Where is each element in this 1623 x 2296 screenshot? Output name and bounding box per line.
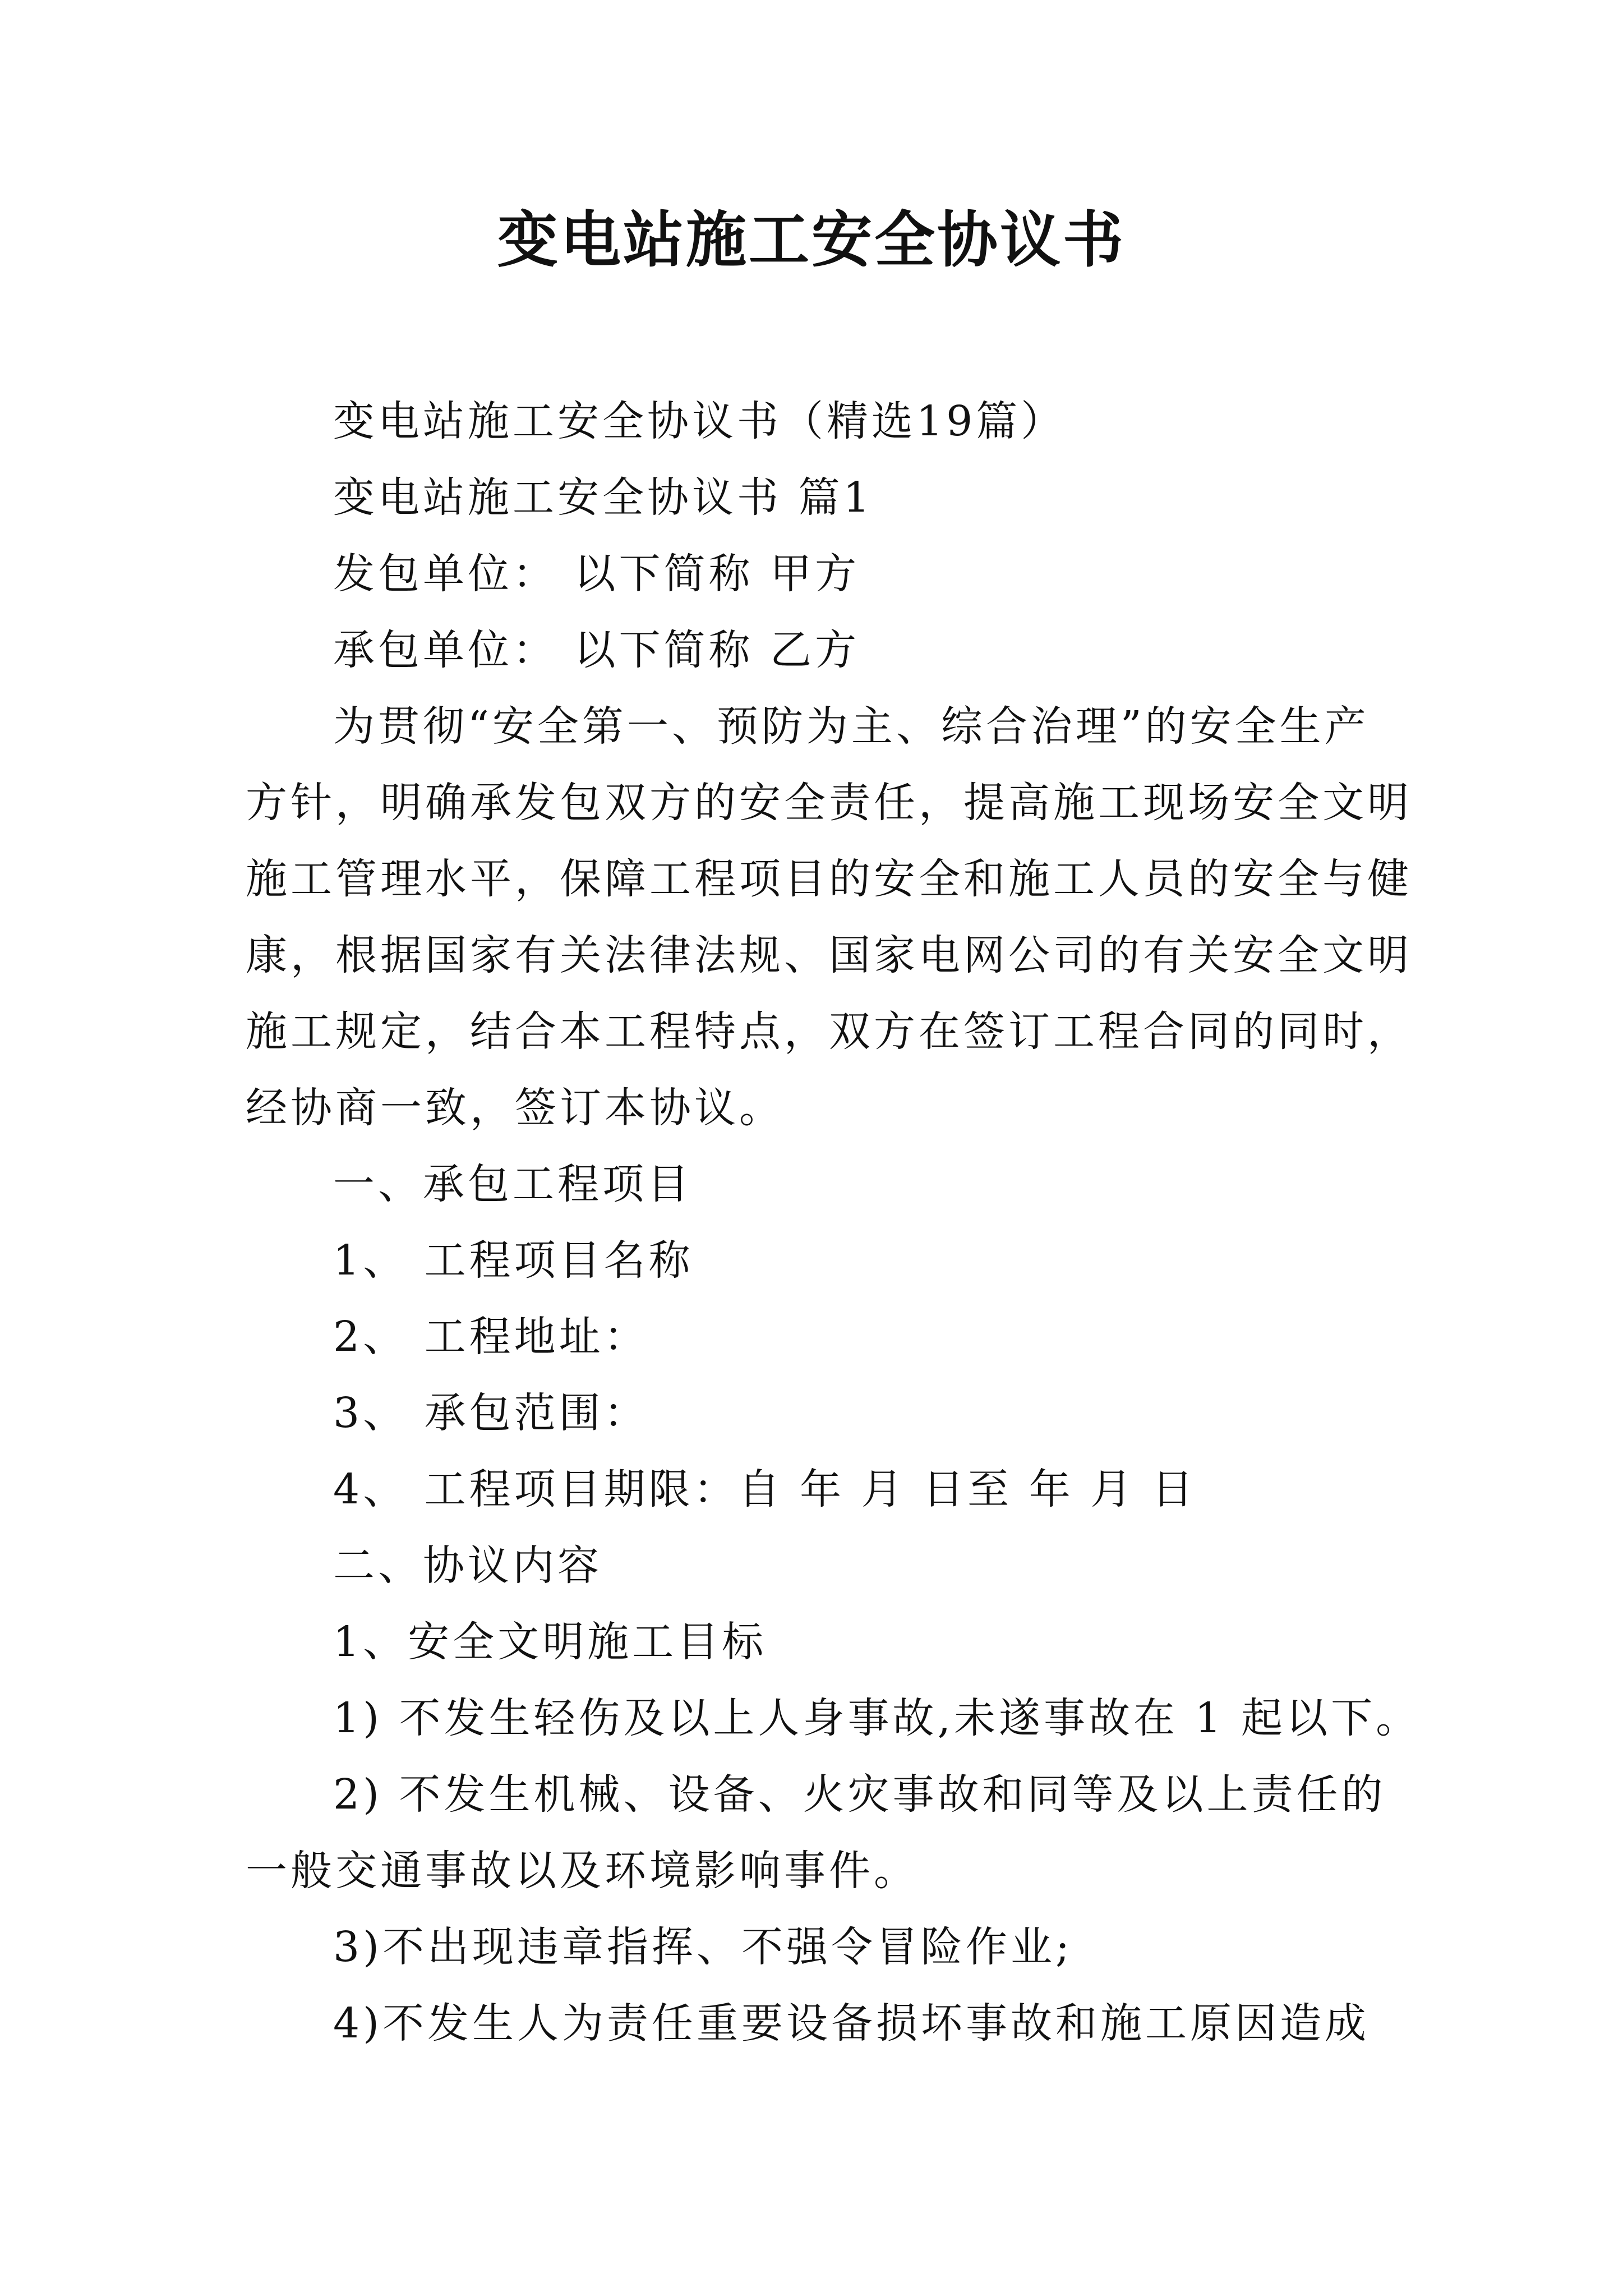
paragraph-line: 方针，明确承发包双方的安全责任，提高施工现场安全文明 <box>246 779 1412 827</box>
subsection-heading: 1、安全文明施工目标 <box>333 1618 767 1666</box>
list-item: 1) 不发生轻伤及以上人身事故,未遂事故在 1 起以下。 <box>333 1694 1421 1742</box>
list-item: 2) 不发生机械、设备、火灾事故和同等及以上责任的 <box>333 1770 1386 1819</box>
document-title: 变电站施工安全协议书 <box>497 205 1126 275</box>
section-heading: 二、协议内容 <box>333 1542 602 1590</box>
list-item: 2、 工程地址： <box>333 1313 649 1361</box>
list-item: 3)不出现违章指挥、不强令冒险作业; <box>333 1923 1073 1971</box>
section-heading: 一、承包工程项目 <box>333 1160 692 1208</box>
paragraph-line: 一般交通事故以及环境影响事件。 <box>246 1847 919 1895</box>
paragraph-line: 经协商一致，签订本协议。 <box>246 1084 784 1132</box>
party-a-line: 发包单位： 以下简称 甲方 <box>333 550 860 598</box>
paragraph-line: 施工规定，结合本工程特点，双方在签订工程合同的同时， <box>246 1007 1412 1056</box>
list-item: 4、 工程项目期限：自 年 月 日至 年 月 日 <box>333 1465 1197 1513</box>
list-item: 4)不发生人为责任重要设备损坏事故和施工原因造成 <box>333 1999 1370 2047</box>
party-b-line: 承包单位： 以下简称 乙方 <box>333 626 860 674</box>
subtitle-line: 变电站施工安全协议书（精选19篇） <box>333 397 1066 445</box>
section-heading: 变电站施工安全协议书 篇1 <box>333 473 873 522</box>
paragraph-line: 康，根据国家有关法律法规、国家电网公司的有关安全文明 <box>246 931 1412 979</box>
list-item: 1、 工程项目名称 <box>333 1236 694 1285</box>
paragraph-line: 为贯彻“安全第一、预防为主、综合治理”的安全生产 <box>333 702 1370 751</box>
paragraph-line: 施工管理水平，保障工程项目的安全和施工人员的安全与健 <box>246 855 1412 903</box>
list-item: 3、 承包范围： <box>333 1389 649 1437</box>
